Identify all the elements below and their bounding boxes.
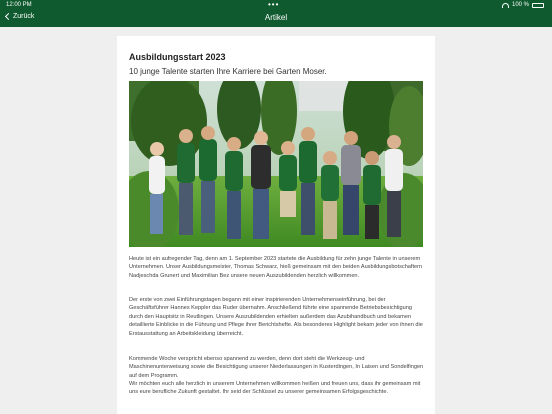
wifi-icon [502, 3, 509, 8]
multitasking-dots[interactable]: ••• [268, 0, 280, 9]
article-paragraph-3: Kommende Woche verspricht ebenso spannend zu werden, denn dort steht die Werkzeug- und Maschinenunterweisung sowie die Besichtigung unserer Niederlassungen in Kusterdingen, In Laisen und Sondelfingen auf dem Programm. [129, 356, 424, 379]
back-label: Zurück [13, 13, 35, 20]
article-photo [129, 81, 423, 247]
article-paragraph-2: Der erste von zwei Einführungstagen begann mit einer inspirierenden Unternehmenseinführung, bei der Geschäftsführer Hannes Keppler das Ruder übernahm. Anschließend führte eine spannende Betriebsbesichtigung durch den Hauptsitz in Reutlingen. Unsere Auszubildenden erhielten außerdem das Azubihandbuch und bekamen detaillierte Einblicke in die Führung und Pflege ihrer Berichtshefte. Als besonderes Highlight bekam jeder von ihnen die Erstausstattung an Arbeitskleidung überreicht. [129, 297, 423, 337]
status-time: 12:00 PM [6, 2, 32, 8]
page-title: Artikel [264, 13, 288, 22]
nav-bar [0, 10, 552, 27]
article-title: Ausbildungsstart 2023 [129, 52, 226, 62]
article-paragraph-1: Heute ist ein aufregender Tag, denn am 1. September 2023 startete die Ausbildung für zehn junge Talente in unserem Unternehmen. Unser Ausbildungsmeister, Thomas Schwarz, hieß gemeinsam mit den beiden Ausbildungsbotschaftern Nadjeschda Grunert und Maximilian Bez unsere neuen Auszubildenden herzlich willkommen. [129, 256, 423, 279]
status-right [502, 2, 544, 8]
article-subtitle: 10 junge Talente starten Ihre Karriere bei Garten Moser. [129, 67, 327, 76]
group-photo-image [129, 81, 423, 247]
top-bar [0, 0, 552, 27]
battery-percent: 100 % [511, 2, 529, 8]
article-card [117, 36, 435, 414]
battery-icon [532, 3, 544, 8]
status-bar [0, 0, 552, 10]
article-paragraph-4: Wir möchten euch alle herzlich in unserem Unternehmen willkommen heißen und freuen uns, dass ihr gemeinsam mit uns eure berufliche Zukunft gestaltet. Ihr seid der Schlüssel zu unserer gemeinsamen Erfolgsgeschichte. [129, 381, 421, 396]
